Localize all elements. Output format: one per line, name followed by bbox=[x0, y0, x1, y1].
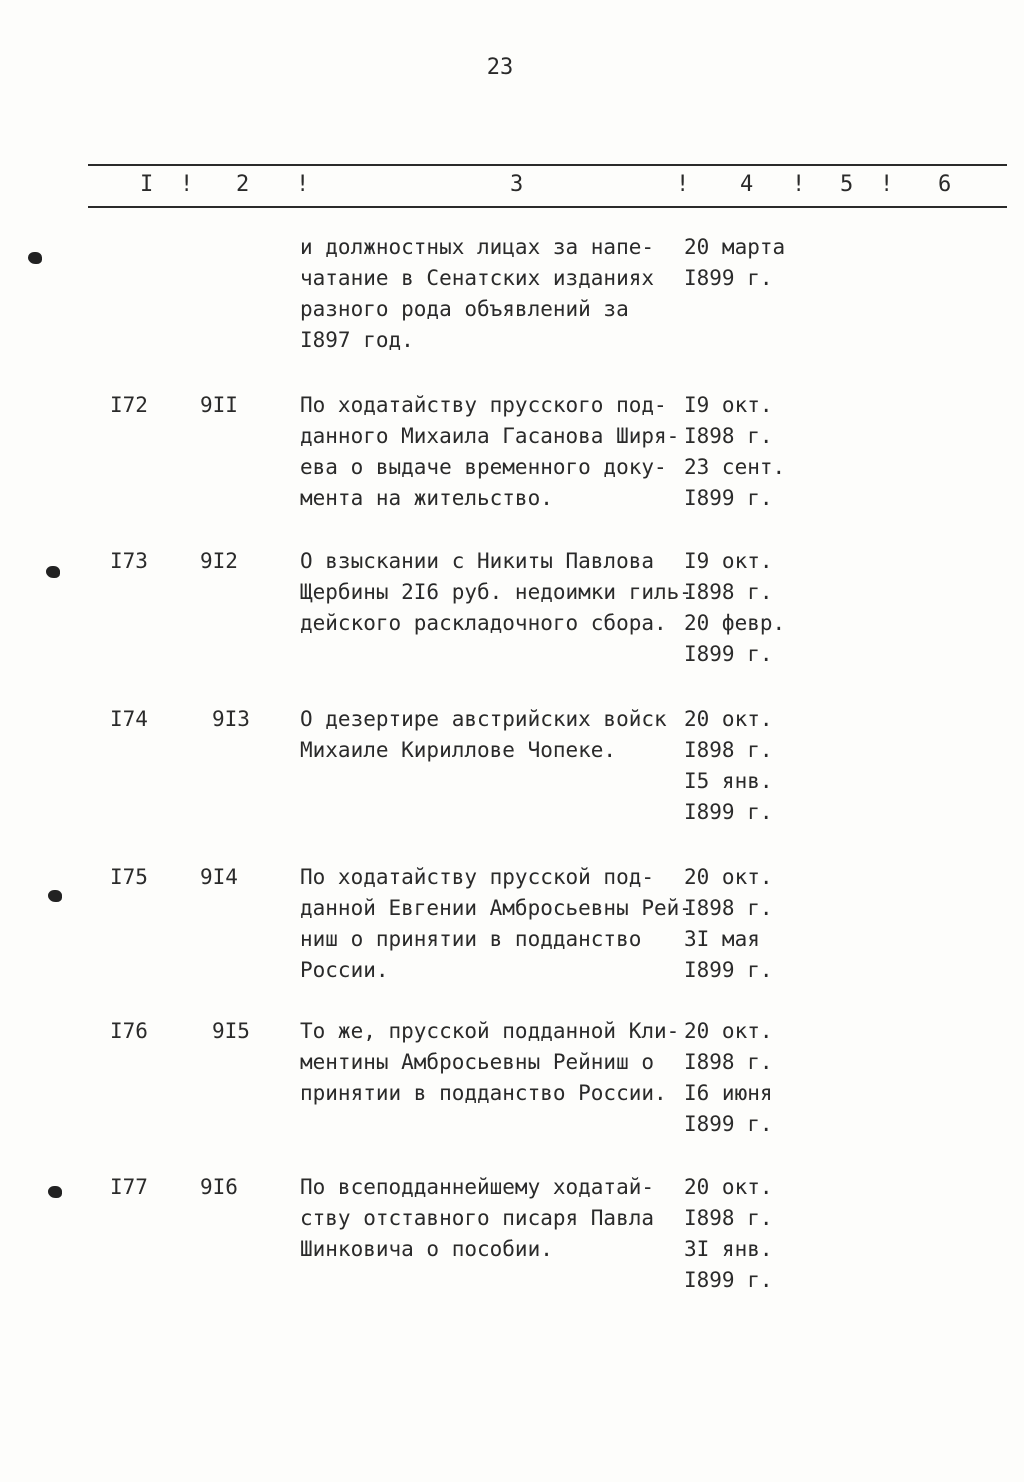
description-line: По всеподданнейшему ходатай- bbox=[300, 1175, 655, 1199]
description-line: принятии в подданство России. bbox=[300, 1081, 667, 1105]
record-description bbox=[300, 232, 654, 356]
header-separator: ! bbox=[676, 172, 690, 197]
date-line: I899 г. bbox=[684, 1112, 773, 1136]
date-line: I5 янв. bbox=[684, 769, 773, 793]
date-line: I899 г. bbox=[684, 800, 773, 824]
date-line: 20 окт. bbox=[684, 1175, 773, 1199]
file-number: 9II bbox=[200, 393, 238, 417]
record-dates bbox=[684, 704, 773, 828]
record-description bbox=[300, 1016, 679, 1109]
date-line: 20 марта bbox=[684, 235, 786, 259]
date-line: I898 г. bbox=[684, 1050, 773, 1074]
record-number: I77 bbox=[110, 1175, 148, 1199]
description-line: О дезертире австрийских войск bbox=[300, 707, 667, 731]
record-number: I75 bbox=[110, 865, 148, 889]
description-line: данной Евгении Амбросьевны Рей- bbox=[300, 896, 692, 920]
date-line: 3I мая bbox=[684, 927, 760, 951]
description-line: ству отставного писаря Павла bbox=[300, 1206, 655, 1230]
header-col-3: 3 bbox=[510, 172, 524, 197]
description-line: и должностных лицах за напе- bbox=[300, 235, 655, 259]
record-number: I76 bbox=[110, 1019, 148, 1043]
punch-hole-mark bbox=[28, 252, 42, 264]
description-line: То же, прусской подданной Кли- bbox=[300, 1019, 680, 1043]
date-line: I899 г. bbox=[684, 1268, 773, 1292]
header-separator: ! bbox=[792, 172, 806, 197]
file-number: 9I6 bbox=[200, 1175, 238, 1199]
header-separator: ! bbox=[296, 172, 310, 197]
record-dates bbox=[684, 1172, 773, 1296]
punch-hole-mark bbox=[46, 566, 60, 578]
date-line: I9 окт. bbox=[684, 393, 773, 417]
date-line: I898 г. bbox=[684, 424, 773, 448]
description-line: Щербины 2I6 руб. недоимки гиль- bbox=[300, 580, 692, 604]
date-line: I6 июня bbox=[684, 1081, 773, 1105]
description-line: По ходатайству прусской под- bbox=[300, 865, 655, 889]
description-line: России. bbox=[300, 958, 389, 982]
record-number: I73 bbox=[110, 549, 148, 573]
header-col-2: 2 bbox=[236, 172, 250, 197]
header-separator: ! bbox=[180, 172, 194, 197]
date-line: 20 февр. bbox=[684, 611, 786, 635]
record-dates bbox=[684, 862, 773, 986]
date-line: 23 сент. bbox=[684, 455, 786, 479]
file-number: 9I3 bbox=[212, 707, 250, 731]
date-line: 20 окт. bbox=[684, 1019, 773, 1043]
record-number: I74 bbox=[110, 707, 148, 731]
header-col-5: 5 bbox=[840, 172, 854, 197]
header-col-4: 4 bbox=[740, 172, 754, 197]
punch-hole-mark bbox=[48, 1186, 62, 1198]
date-line: I9 окт. bbox=[684, 549, 773, 573]
description-line: разного рода объявлений за bbox=[300, 297, 629, 321]
record-description bbox=[300, 704, 667, 766]
date-line: I898 г. bbox=[684, 738, 773, 762]
record-dates bbox=[684, 232, 785, 294]
record-description bbox=[300, 1172, 654, 1265]
record-dates bbox=[684, 390, 785, 514]
date-line: I899 г. bbox=[684, 958, 773, 982]
table-top-rule bbox=[88, 164, 1007, 166]
description-line: ева о выдаче временного доку- bbox=[300, 455, 667, 479]
page-number: 23 bbox=[486, 55, 514, 80]
description-line: Шинковича о пособии. bbox=[300, 1237, 553, 1261]
date-line: 3I янв. bbox=[684, 1237, 773, 1261]
description-line: Михаиле Кириллове Чопеке. bbox=[300, 738, 617, 762]
file-number: 9I4 bbox=[200, 865, 238, 889]
header-col-6: 6 bbox=[938, 172, 952, 197]
description-line: О взыскании с Никиты Павлова bbox=[300, 549, 655, 573]
file-number: 9I5 bbox=[212, 1019, 250, 1043]
header-separator: ! bbox=[880, 172, 894, 197]
table-header-rule bbox=[88, 206, 1007, 208]
description-line: I897 год. bbox=[300, 328, 414, 352]
date-line: 20 окт. bbox=[684, 707, 773, 731]
record-dates bbox=[684, 1016, 773, 1140]
record-description bbox=[300, 390, 679, 514]
record-description bbox=[300, 862, 692, 986]
description-line: ментины Амбросьевны Рейниш о bbox=[300, 1050, 655, 1074]
record-description bbox=[300, 546, 692, 639]
date-line: I898 г. bbox=[684, 896, 773, 920]
record-number: I72 bbox=[110, 393, 148, 417]
date-line: I898 г. bbox=[684, 580, 773, 604]
description-line: дейского раскладочного сбора. bbox=[300, 611, 667, 635]
record-dates bbox=[684, 546, 785, 670]
date-line: 20 окт. bbox=[684, 865, 773, 889]
description-line: данного Михаила Гасанова Ширя- bbox=[300, 424, 680, 448]
description-line: ниш о принятии в подданство bbox=[300, 927, 642, 951]
description-line: мента на жительство. bbox=[300, 486, 553, 510]
description-line: чатание в Сенатских изданиях bbox=[300, 266, 655, 290]
date-line: I898 г. bbox=[684, 1206, 773, 1230]
header-col-1: I bbox=[140, 172, 154, 197]
file-number: 9I2 bbox=[200, 549, 238, 573]
description-line: По ходатайству прусского под- bbox=[300, 393, 667, 417]
punch-hole-mark bbox=[48, 890, 62, 902]
date-line: I899 г. bbox=[684, 642, 773, 666]
date-line: I899 г. bbox=[684, 486, 773, 510]
date-line: I899 г. bbox=[684, 266, 773, 290]
